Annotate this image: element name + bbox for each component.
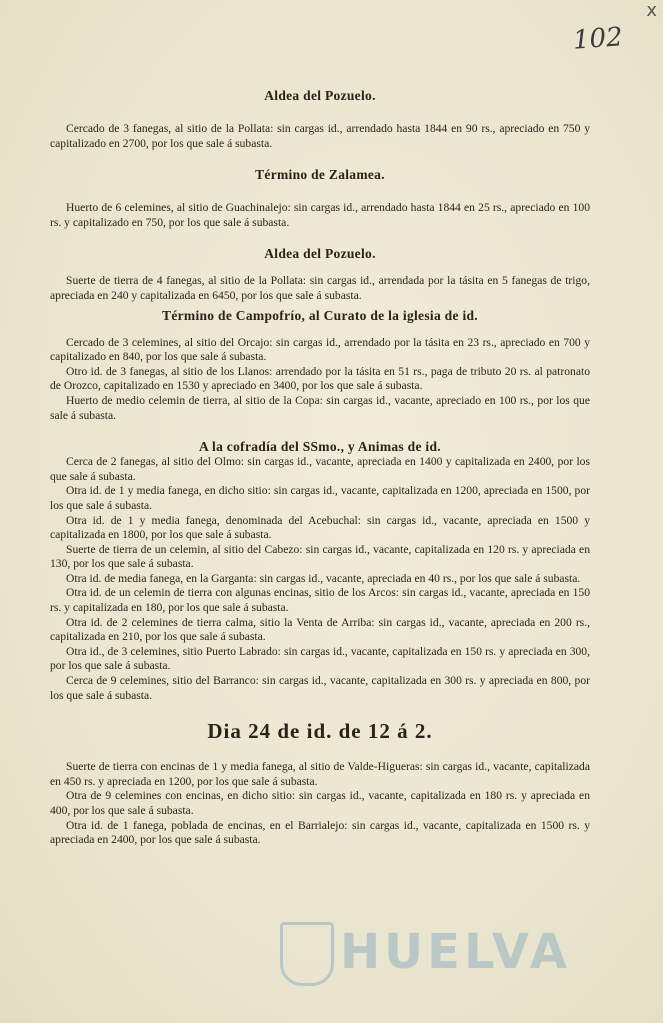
section-heading: Término de Campofrío, al Curato de la iglesia de id. (162, 307, 478, 323)
paragraph: Huerto de 6 celemines, al sitio de Guachinalejo: sin cargas id., arrendado hasta 1844 en 25 rs., apreciado en 100 rs. y capitalizado en 750, por los que sale á subasta. (50, 201, 590, 229)
paragraph: Cercado de 3 celemines, al sitio del Orcajo: sin cargas id., arrendado por la tásita en 23 rs., apreciado en 700 y capitalizado en 840, por los que sale á subasta. (50, 335, 590, 364)
paragraph: Otra id. de 1 fanega, poblada de encinas, en el Barrialejo: sin cargas id., vacante, capitalizada en 1500 rs. y apreciada en 2400, por los que sale á subasta. (50, 818, 590, 847)
paragraph: Cercado de 3 fanegas, al sitio de la Pollata: sin cargas id., arrendado hasta 1844 en 90 rs., apreciado en 750 y capitalizado en 2700, por los que sale á subasta. (50, 122, 590, 150)
folio-number: 102 (572, 22, 624, 56)
paragraph: Otra id. de media fanega, en la Garganta: sin cargas id., vacante, apreciada en 40 rs., por los que sale á subasta. (66, 571, 581, 585)
paragraph: Otra id. de 1 y media fanega, en dicho sitio: sin cargas id., vacante, capitalizada en 1200, apreciada en 1500, por los que sale á subasta. (50, 484, 590, 512)
paragraph: Cerca de 2 fanegas, al sitio del Olmo: sin cargas id., vacante, apreciada en 1400 y capitalizada en 2400, por los que sale á subasta. (50, 455, 590, 483)
paragraph: Suerte de tierra de un celemin, al sitio del Cabezo: sin cargas id., vacante, capitalizada en 120 rs. y apreciada en 130, por los que sale á subasta. (50, 542, 590, 571)
paragraph: Suerte de tierra con encinas de 1 y media fanega, al sitio de Valde-Higueras: sin cargas id., vacante, capitalizada en 450 rs. y apreciada en 1200, por los que sale á subasta. (50, 760, 590, 788)
paragraph: Otra de 9 celemines con encinas, en dicho sitio: sin cargas id., vacante, capitalizada en 180 rs. y apreciada en 400, por los que sale á subasta. (50, 789, 590, 817)
shield-icon (280, 922, 334, 986)
paragraph: Otra id. de un celemin de tierra con algunas encinas, sitio de los Arcos: sin cargas id., vacante, apreciada en 150 rs. y capitalizada en 180, por los que sale á subasta. (50, 586, 590, 615)
section-heading: Aldea del Pozuelo. (264, 88, 376, 103)
section-heading: A la cofradía del SSmo., y Animas de id. (199, 439, 441, 455)
paragraph: Otro id. de 3 fanegas, al sitio de los Llanos: arrendado por la tásita en 51 rs., paga de tributo 20 rs. al patronato de Orozco, capitalizado en 1530 y apreciado en 3400, por los que sale á subasta. (50, 364, 590, 393)
paragraph: Otra id., de 3 celemines, sitio Puerto Labrado: sin cargas id., vacante, capitalizada en 150 rs. y apreciada en 300, por los que sale á subasta. (50, 644, 590, 673)
section-heading: Término de Zalamea. (255, 167, 385, 183)
section-heading-large: Dia 24 de id. de 12 á 2. (207, 719, 433, 744)
corner-mark: x (646, 0, 657, 21)
paragraph: Otra id. de 2 celemines de tierra calma, sitio la Venta de Arriba: sin cargas id., vacante, apreciada en 200 rs., capitalizada en 210, por los que sale á subasta. (50, 615, 590, 644)
watermark-logo (250, 918, 610, 990)
section-heading: Aldea del Pozuelo. (264, 246, 376, 262)
paragraph: Otra id. de 1 y media fanega, denominada del Acebuchal: sin cargas id., vacante, apreciada en 1500 y capitalizada en 1800, por los que sale á subasta. (50, 513, 590, 542)
paragraph: Huerto de medio celemin de tierra, al sitio de la Copa: sin cargas id., vacante, apreciado en 100 rs., por los que sale á subasta. (50, 393, 590, 422)
watermark-text: HUELVA (340, 924, 571, 980)
paragraph: Cerca de 9 celemines, sitio del Barranco: sin cargas id., vacante, capitalizada en 300 rs. y apreciada en 800, por los que sale á subasta. (50, 674, 590, 702)
paragraph: Suerte de tierra de 4 fanegas, al sitio de la Pollata: sin cargas id., arrendada por la tásita en 5 fanegas de trigo, apreciada en 240 y capitalizada en 6450, por los que sale á subasta. (50, 274, 590, 302)
document-body (50, 88, 590, 848)
